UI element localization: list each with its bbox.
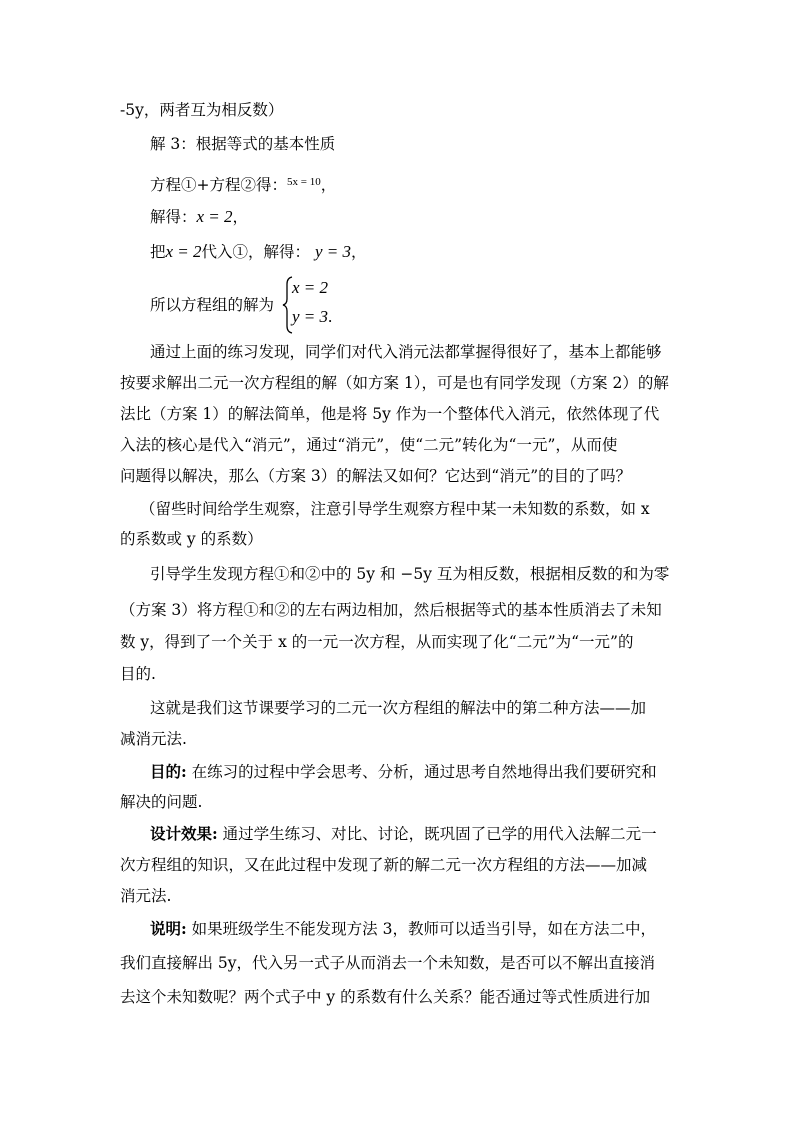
text-line: 入法的核心是代入“消元”，通过“消元”，使“二元”转化为“一元”，从而使	[120, 436, 618, 454]
text-line: 次方程组的知识，又在此过程中发现了新的解二元一次方程组的方法——加减	[120, 856, 648, 874]
text-span: 在练习的过程中学会思考、分析，通过思考自然地得出我们要研究和	[186, 763, 657, 781]
text-span: 把	[150, 243, 166, 261]
text-line: 这就是我们这节课要学习的二元一次方程组的解法中的第二种方法——加	[150, 699, 647, 717]
text-line: 问题得以解决，那么（方案 3）的解法又如何？它达到“消元”的目的了吗？	[120, 467, 632, 485]
text-line: 数 y，得到了一个关于 x 的一元一次方程，从而实现了化“二元”为“一元”的	[120, 633, 634, 651]
equation: x = 2	[165, 242, 202, 261]
text-line	[150, 240, 367, 264]
text-line: 解决的问题.	[120, 793, 203, 811]
text-line: （留些时间给学生观察，注意引导学生观察方程中某一未知数的系数，如 x	[140, 500, 650, 518]
text-line	[150, 760, 657, 784]
label-bold: 目的:	[150, 762, 187, 781]
text-line: 减消元法.	[120, 730, 187, 748]
text-line: 引导学生发现方程①和②中的 5y 和 −5y 互为相反数，根据相反数的和为零	[150, 565, 670, 583]
label-bold: 说明:	[150, 919, 187, 938]
equation: y = 3	[292, 307, 329, 326]
equation: y = 3	[315, 242, 352, 261]
text-line: 通过上面的练习发现，同学们对代入消元法都掌握得很好了，基本上都能够	[150, 343, 662, 361]
text-span: 如果班级学生不能发现方法 3，教师可以适当引导，如在方法二中，	[186, 920, 656, 938]
text-line: （方案 3）将方程①和②的左右两边相加，然后根据等式的基本性质消去了未知	[120, 601, 662, 619]
label-bold: 设计效果:	[150, 824, 218, 843]
text-span: 代入①，解得：	[201, 243, 311, 261]
text-line: 法比（方案 1）的解法简单，他是将 5y 作为一个整体代入消元，依然体现了代	[120, 405, 660, 423]
text-span: .	[328, 307, 333, 326]
text-line: 按要求解出二元一次方程组的解（如方案 1），可是也有同学发现（方案 2）的解	[120, 374, 669, 392]
text-line: 我们直接解出 5y，代入另一式子从而消去一个未知数，是否可以不解出直接消	[120, 954, 656, 972]
text-span: ，	[320, 176, 337, 194]
text-line	[150, 170, 336, 197]
text-span: ，	[232, 208, 249, 226]
text-line: 目的.	[120, 665, 156, 683]
equation: x = 2	[292, 278, 329, 297]
system-equation-2	[292, 307, 332, 327]
text-span: 通过学生练习、对比、讨论，既巩固了已学的用代入法解二元一	[217, 825, 657, 843]
text-line: 消元法.	[120, 887, 172, 905]
text-line: 去这个未知数呢？两个式子中 y 的系数有什么关系？能否通过等式性质进行加	[120, 988, 651, 1006]
system-equation-1	[292, 278, 328, 298]
text-line	[150, 205, 248, 229]
text-span: 解得：	[150, 208, 197, 226]
text-span: 方程①+方程②得：	[150, 176, 287, 194]
text-line: 所以方程组的解为	[150, 296, 275, 314]
text-line	[150, 917, 656, 941]
text-line	[150, 822, 657, 846]
equation: 5x = 10	[287, 176, 321, 188]
text-line: 的系数或 y 的系数）	[120, 530, 263, 548]
equation: x = 2	[196, 207, 233, 226]
text-line: -5y，两者互为相反数）	[120, 101, 284, 119]
text-line: 解 3：根据等式的基本性质	[150, 135, 336, 153]
text-span: ，	[351, 243, 367, 261]
